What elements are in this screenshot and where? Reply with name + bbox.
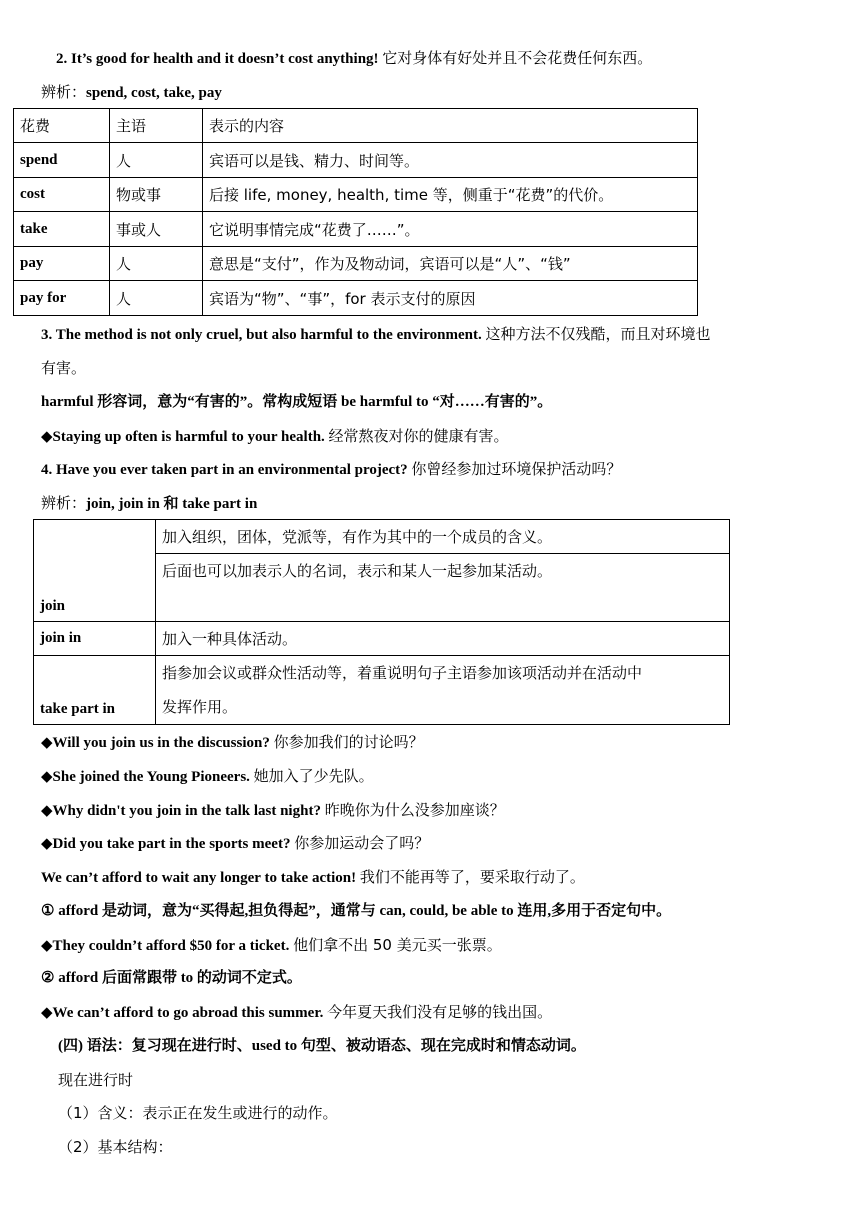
analysis1-words: spend, cost, take, pay (86, 85, 222, 101)
item4-zh: 你曾经参加过环境保护活动吗？ (411, 460, 622, 478)
afford-example-1 (41, 935, 502, 956)
example-zh: 你参加我们的讨论吗？ (273, 733, 424, 751)
table-row (34, 656, 730, 725)
afford-zh: 我们不能再等了，要采取行动了。 (359, 868, 585, 886)
example-zh: 你参加运动会了吗？ (294, 834, 430, 852)
cost-table (13, 108, 698, 316)
example-en: ◆She joined the Young Pioneers. (41, 769, 250, 785)
table-cell: 后面也可以加表示人的名词，表示和某人一起参加某活动。 (156, 554, 730, 622)
table-cell: 人 (110, 247, 203, 281)
table-cell: 人 (110, 143, 203, 178)
table-row (14, 212, 698, 247)
afford-en: We can’t afford to wait any longer to take action! (41, 870, 357, 886)
table-row (14, 178, 698, 212)
table-header-cell: 花费 (14, 109, 110, 143)
example-line (41, 833, 429, 854)
table-cell: 宾语可以是钱、精力、时间等。 (203, 143, 698, 178)
table-cell (156, 656, 730, 725)
table-cell: pay (14, 247, 110, 281)
harmful-note: harmful 形容词，意为“有害的”。常构成短语 be harmful to “对……有害的”。 (41, 394, 553, 410)
item2-line (56, 48, 652, 69)
example-zh: 昨晚你为什么没参加座谈？ (324, 801, 505, 819)
meaning-line: （1）含义：表示正在发生或进行的动作。 (58, 1104, 338, 1122)
example-line (41, 800, 505, 821)
example-en: ◆Did you take part in the sports meet? (41, 836, 291, 852)
example-zh: 经常熬夜对你的健康有害。 (328, 427, 509, 445)
table-header-cell: 主语 (110, 109, 203, 143)
example-en: ◆They couldn’t afford $50 for a ticket. (41, 938, 290, 954)
table-row (14, 281, 698, 316)
structure-line: （2）基本结构： (58, 1138, 173, 1156)
table-cell: spend (14, 143, 110, 178)
analysis2-line (41, 493, 257, 514)
afford-note-2: ② afford 后面常跟带 to 的动词不定式。 (41, 970, 302, 986)
example-en: ◆Will you join us in the discussion? (41, 735, 270, 751)
item2-en: 2. It’s good for health and it doesn’t cost anything! (56, 51, 379, 67)
example-en: ◆Staying up often is harmful to your health. (41, 429, 325, 445)
example-zh: 她加入了少先队。 (253, 767, 374, 785)
table-cell: join (34, 520, 156, 622)
table-cell: cost (14, 178, 110, 212)
table-cell: 物或事 (110, 178, 203, 212)
table-cell: 加入一种具体活动。 (156, 622, 730, 656)
table-cell: 意思是“支付”，作为及物动词，宾语可以是“人”、“钱” (203, 247, 698, 281)
analysis1-label: 辨析： (41, 83, 87, 101)
example-en: ◆Why didn't you join in the talk last night? (41, 803, 321, 819)
analysis2-words: join, join in 和 take part in (86, 496, 258, 512)
table-row (34, 520, 730, 554)
present-progressive-heading: 现在进行时 (58, 1071, 134, 1089)
table-row (34, 622, 730, 656)
item3-zh: 这种方法不仅残酷，而且对环境也 (485, 325, 711, 343)
item3-line (41, 324, 710, 345)
tpi-desc-line1: 指参加会议或群众性活动等，着重说明句子主语参加该项活动并在活动中 (162, 664, 643, 682)
example-zh: 他们拿不出 50 美元买一张票。 (293, 936, 502, 954)
item4-line (41, 459, 621, 480)
table-cell: pay for (14, 281, 110, 316)
grammar-heading: (四) 语法：复习现在进行时、used to 句型、被动语态、现在完成时和情态动词。 (58, 1038, 586, 1054)
table-header-cell: 表示的内容 (203, 109, 698, 143)
table-cell: 人 (110, 281, 203, 316)
harmful-example (41, 426, 509, 447)
item3-en: 3. The method is not only cruel, but also harmful to the environment. (41, 327, 482, 343)
table-cell: 它说明事情完成“花费了……”。 (203, 212, 698, 247)
example-line (41, 766, 374, 787)
table-cell: join in (34, 622, 156, 656)
table-cell: 事或人 (110, 212, 203, 247)
table-cell: take (14, 212, 110, 247)
afford-sentence (41, 867, 585, 888)
example-zh: 今年夏天我们没有足够的钱出国。 (327, 1003, 553, 1021)
join-table (33, 519, 730, 725)
table-cell: 后接 life, money, health, time 等，侧重于“花费”的代价。 (203, 178, 698, 212)
table-row (14, 143, 698, 178)
item2-zh: 它对身体有好处并且不会花费任何东西。 (382, 49, 653, 67)
cost-table-header (14, 109, 698, 143)
afford-example-2 (41, 1002, 552, 1023)
analysis1-line (41, 82, 222, 103)
table-cell: 加入组织，团体，党派等，有作为其中的一个成员的含义。 (156, 520, 730, 554)
item3-zh-cont: 有害。 (41, 359, 87, 377)
example-line (41, 732, 424, 753)
table-cell: 宾语为“物”、“事”，for 表示支付的原因 (203, 281, 698, 316)
table-row (14, 247, 698, 281)
table-cell: take part in (34, 656, 156, 725)
analysis2-label: 辨析： (41, 494, 87, 512)
example-en: ◆We can’t afford to go abroad this summer. (41, 1005, 324, 1021)
afford-note-1: ① afford 是动词，意为“买得起,担负得起”，通常与 can, could, be able to 连用,多用于否定句中。 (41, 903, 672, 919)
item4-en: 4. Have you ever taken part in an environmental project? (41, 462, 408, 478)
tpi-desc-line2: 发挥作用。 (162, 698, 238, 716)
